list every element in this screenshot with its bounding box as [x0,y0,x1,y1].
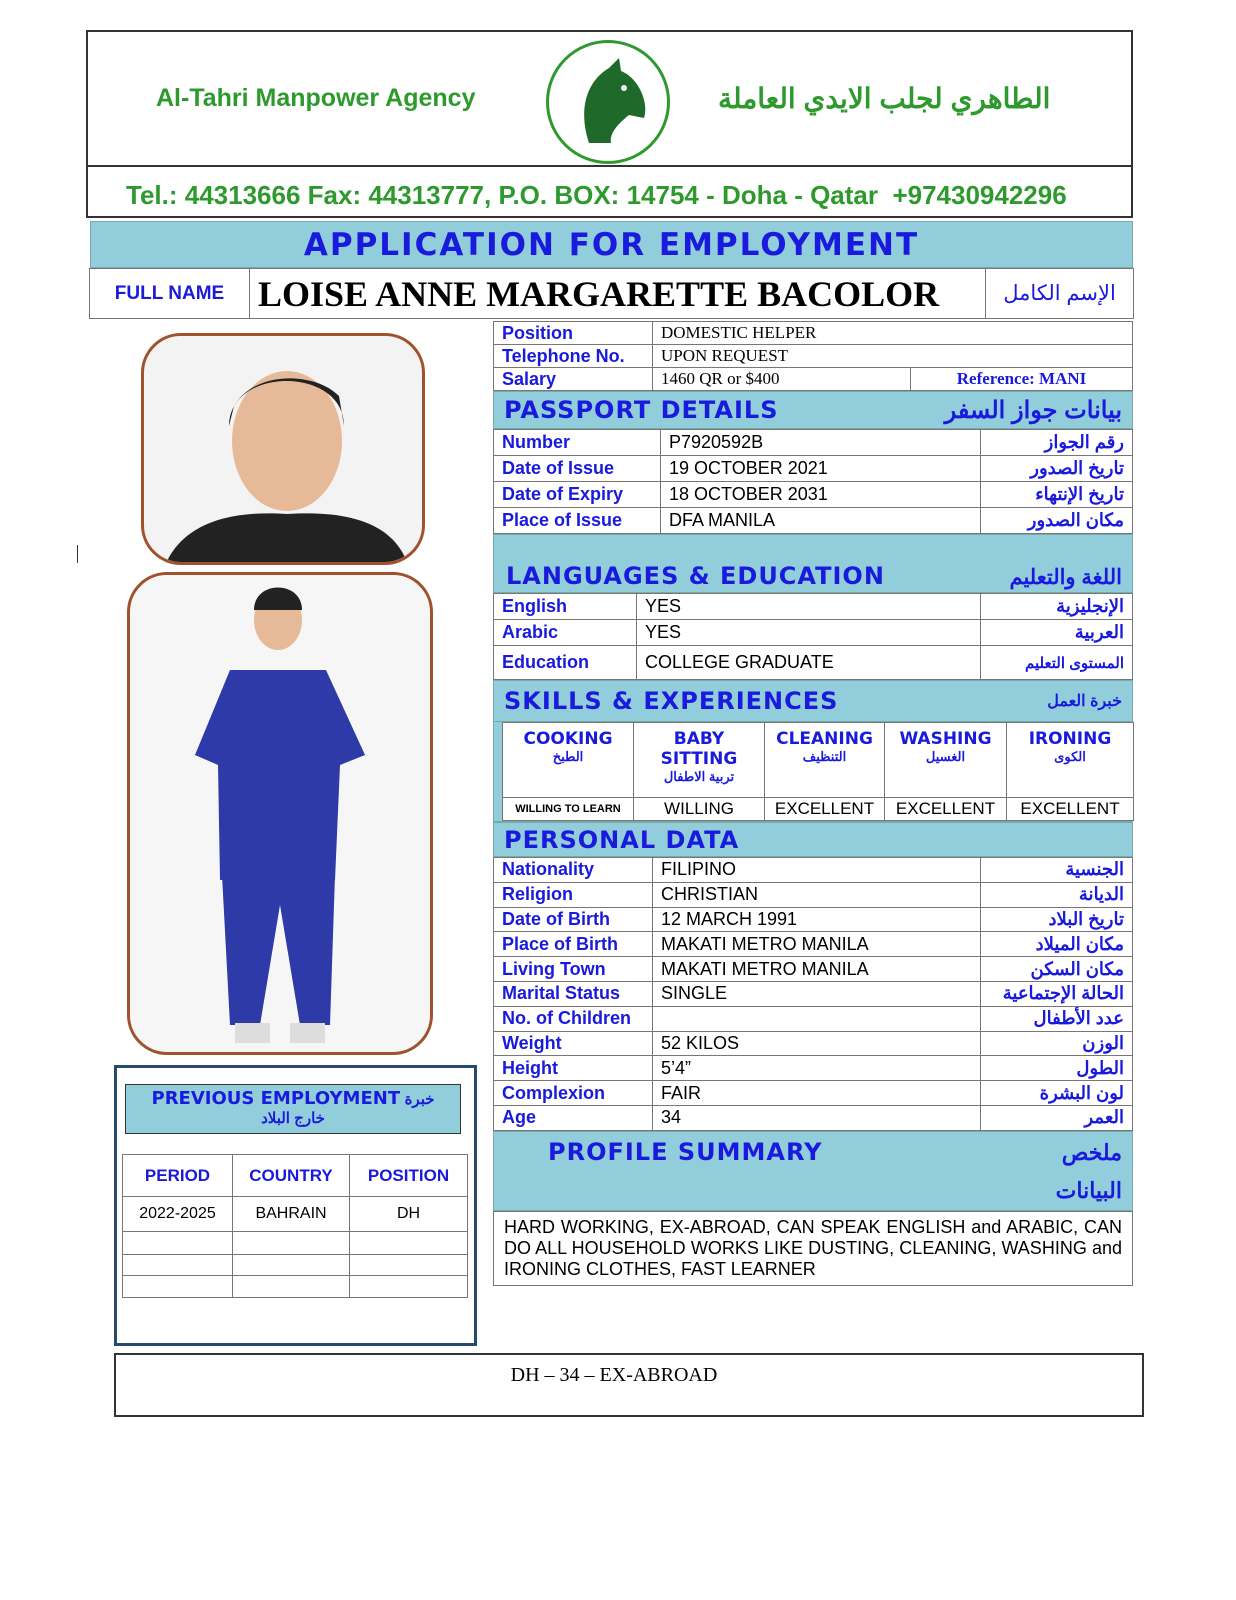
skills-items-0-ar: الطبخ [552,749,584,764]
passport-rows-2-label: Date of Expiry [494,482,661,508]
letterhead [86,30,1133,218]
horse-logo-icon [546,40,670,164]
field-label-ar: الحالة الإجتماعية [981,981,1133,1006]
field-value: 34 [653,1105,981,1130]
passport-title_ar: بيانات جواز السفر [944,396,1122,424]
field-label-ar: مكان السكن [981,957,1133,982]
field-value: FAIR [653,1081,981,1106]
skills-items-1-level: WILLING [634,798,765,821]
skills-table [502,722,1134,821]
passport-rows-0-value: P7920592B [661,430,981,456]
layout-block [493,722,1133,822]
layout-block [494,508,1133,534]
layout-block [123,1255,468,1276]
field-label: No. of Children [494,1006,653,1031]
layout-block [233,1276,350,1298]
field-label-ar: الجنسية [981,858,1133,883]
table-row [494,1056,1133,1081]
full-name-label: FULL NAME [90,269,250,319]
job-table [493,321,1133,391]
table-row [494,1081,1133,1106]
profile-title_ar1: ملخص [1061,1139,1122,1165]
table-row [494,1006,1133,1031]
full-name-value: LOISE ANNE MARGARETTE BACOLOR [250,269,986,319]
previous-rows-0-2: DH [350,1197,468,1232]
table-row [494,981,1133,1006]
field-label: Weight [494,1031,653,1056]
table-row [494,957,1133,982]
languages-title_ar: اللغة والتعليم [1009,566,1122,589]
agency-name-en: Al-Tahri Manpower Agency [156,84,476,112]
layout-block [885,723,1007,798]
passport-rows-1-label: Date of Issue [494,456,661,482]
details-column [493,321,1133,1286]
layout-block [494,322,1133,345]
field-label: Age [494,1105,653,1130]
previous-employment-table [122,1154,468,1298]
job-telephone: UPON REQUEST [653,345,1133,368]
job-position_label: Position [494,322,653,345]
table-row [494,1031,1133,1056]
passport-title: PASSPORT DETAILS [504,396,779,424]
layout-block [350,1276,468,1298]
skills-items-2-ar: التنظيف [802,749,847,764]
previous-employment-box [114,1065,477,1346]
skills-items-4-ar: الكوى [1054,749,1086,764]
field-value: MAKATI METRO MANILA [653,932,981,957]
field-value: 5’4” [653,1056,981,1081]
full-body-photo [127,572,433,1055]
table-row [494,932,1133,957]
passport-table [493,429,1133,534]
passport-rows-2-value: 18 OCTOBER 2031 [661,482,981,508]
languages-rows-1-label: Arabic [494,620,637,646]
personal-table [493,857,1133,1131]
skills-items-3-level: EXCELLENT [885,798,1007,821]
field-label: Religion [494,882,653,907]
previous-title_ar2: خارج البلاد [261,1110,325,1127]
field-label: Height [494,1056,653,1081]
passport-rows-2-ar: تاريخ الإنتهاء [981,482,1133,508]
profile-title: PROFILE SUMMARY [548,1137,823,1166]
field-label-ar: لون البشرة [981,1081,1133,1106]
languages-rows-1-value: YES [637,620,981,646]
field-value: MAKATI METRO MANILA [653,957,981,982]
field-label: Living Town [494,957,653,982]
skills-items-3-name: WASHING [899,729,992,749]
previous-employment-title [125,1084,461,1134]
skills-items-1-name2: SITTING [660,749,738,769]
title: APPLICATION FOR EMPLOYMENT [303,227,920,263]
layout-block [123,1155,468,1197]
layout-block [494,482,1133,508]
languages-rows-2-label: Education [494,646,637,680]
languages-table [493,593,1133,680]
field-label-ar: عدد الأطفال [981,1006,1133,1031]
field-label: Date of Birth [494,907,653,932]
job-telephone_label: Telephone No. [494,345,653,368]
job-salary: 1460 QR or $400 [653,368,911,391]
skills-items-4-level: EXCELLENT [1007,798,1134,821]
layout-block [233,1255,350,1276]
personal-title: PERSONAL DATA [504,825,740,854]
field-value: 12 MARCH 1991 [653,907,981,932]
field-value: CHRISTIAN [653,882,981,907]
layout-block [503,798,1134,821]
table-row [494,1105,1133,1130]
passport-rows-1-ar: تاريخ الصدور [981,456,1133,482]
skills-items-1-name: BABY [673,729,725,749]
table-row [494,907,1133,932]
layout-block [126,1088,460,1109]
job-position: DOMESTIC HELPER [653,322,1133,345]
table-row [494,882,1133,907]
passport-rows-3-ar: مكان الصدور [981,508,1133,534]
languages-rows-2-value: COLLEGE GRADUATE [637,646,981,680]
languages-rows-1-ar: العربية [981,620,1133,646]
layout-block [494,368,1133,391]
field-label-ar: العمر [981,1105,1133,1130]
passport-rows-3-value: DFA MANILA [661,508,981,534]
layout-block [123,1276,233,1298]
layout-block [494,345,1133,368]
skills-title: SKILLS & EXPERIENCES [504,687,839,715]
field-label: Nationality [494,858,653,883]
skills-items-2-name: CLEANING [776,729,873,749]
previous-title_ar1: خبرة [404,1091,435,1108]
layout-block [503,723,1134,798]
layout-block [233,1232,350,1255]
profile-summary-text: HARD WORKING, EX-ABROAD, CAN SPEAK ENGLISH and ARABIC, CAN DO ALL HOUSEHOLD WORKS LIKE DUSTING, CLEANING, WASHING and IRONING CLOTHES, FAST LEARNER [493,1211,1133,1286]
table-row [123,1197,468,1232]
languages-header [493,534,1133,593]
field-value [653,1006,981,1031]
passport-rows-0-ar: رقم الجواز [981,430,1133,456]
headshot-photo [141,333,425,565]
full-name-row [89,268,1134,319]
passport-rows-1-value: 19 OCTOBER 2021 [661,456,981,482]
footer-code: DH – 34 – EX-ABROAD [510,1364,718,1386]
field-value: FILIPINO [653,858,981,883]
reference: Reference: MANI [911,368,1133,391]
skills-items-2-level: EXCELLENT [765,798,885,821]
field-label-ar: الوزن [981,1031,1133,1056]
agency-name-ar: الطاهري لجلب الايدي العاملة [718,83,1051,114]
field-label-ar: تاريخ البلاد [981,907,1133,932]
profile-header [493,1131,1133,1211]
previous-rows-0-0: 2022-2025 [123,1197,233,1232]
previous-headers-2: POSITION [350,1155,468,1197]
profile-title_ar2: البيانات [1055,1177,1122,1203]
field-label: Marital Status [494,981,653,1006]
field-label-ar: مكان الميلاد [981,932,1133,957]
field-label: Place of Birth [494,932,653,957]
layout-block [494,594,1133,620]
languages-rows-2-ar: المستوى التعليم [981,646,1133,680]
contact-info: Tel.: 44313666 Fax: 44313777, P.O. BOX: 14754 - Doha - Qatar +97430942296 [126,180,1067,210]
languages-title: LANGUAGES & EDUCATION [506,562,885,590]
layout-block [90,269,1134,319]
layout-block [765,723,885,798]
skills-items-1-ar: تربية الاطفال [663,769,735,784]
layout-block [634,723,765,798]
job-salary_label: Salary [494,368,653,391]
field-value: SINGLE [653,981,981,1006]
passport-rows-3-label: Place of Issue [494,508,661,534]
table-row [494,858,1133,883]
languages-rows-0-label: English [494,594,637,620]
layout-block [88,165,1133,167]
layout-block [123,1255,233,1276]
layout-block [123,1276,468,1298]
skills-title_ar: خبرة العمل [1047,693,1122,710]
field-value: 52 KILOS [653,1031,981,1056]
skills-items-4-name: IRONING [1028,729,1112,749]
layout-block [123,1232,468,1255]
passport-header [493,391,1133,429]
skills-header [493,680,1133,722]
languages-rows-0-value: YES [637,594,981,620]
previous-title: PREVIOUS EMPLOYMENT [151,1088,401,1109]
previous-headers-0: PERIOD [123,1155,233,1197]
field-label: Complexion [494,1081,653,1106]
field-label-ar: الطول [981,1056,1133,1081]
layout-block [494,456,1133,482]
layout-block [503,723,634,798]
personal-header [493,822,1133,857]
passport-rows-0-label: Number [494,430,661,456]
margin-mark [77,545,78,563]
layout-block [494,646,1133,680]
skills-items-0-name: COOKING [523,729,613,749]
field-label-ar: الديانة [981,882,1133,907]
skills-items-3-ar: الغسيل [925,749,966,764]
previous-rows-0-1: BAHRAIN [233,1197,350,1232]
layout-block [123,1232,233,1255]
previous-headers-1: COUNTRY [233,1155,350,1197]
form-title [90,221,1133,268]
layout-block [494,620,1133,646]
layout-block [1007,723,1134,798]
full-name-label-ar: الإسم الكامل [986,269,1134,319]
layout-block [350,1255,468,1276]
footer-box [114,1353,1144,1417]
layout-block [494,430,1133,456]
languages-rows-0-ar: الإنجليزية [981,594,1133,620]
layout-block [350,1232,468,1255]
skills-items-0-level: WILLING TO LEARN [503,798,634,821]
